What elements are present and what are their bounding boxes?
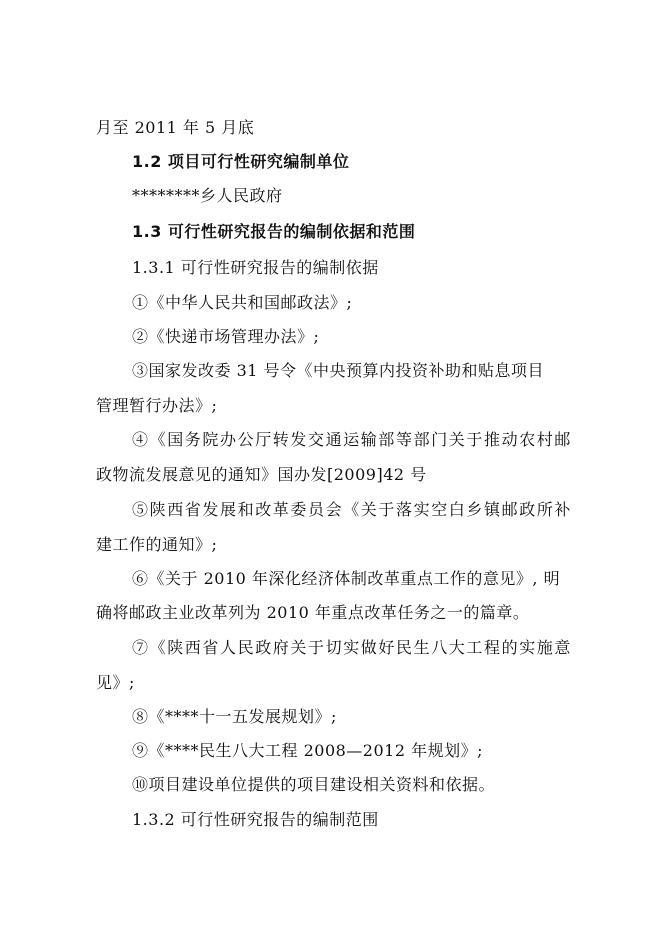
list-item-10: ⑩项目建设单位提供的项目建设相关资料和依据。 xyxy=(132,775,496,794)
list-item-3-cont: 管理暂行办法》; xyxy=(96,396,218,415)
list-item-7-cont: 见》; xyxy=(96,673,135,692)
list-item-9: ⑨《****民生八大工程 2008—2012 年规划》; xyxy=(132,741,484,760)
list-item-4-cont: 政物流发展意见的通知》国办发[2009]42 号 xyxy=(96,465,427,484)
list-item-6: ⑥《关于 2010 年深化经济体制改革重点工作的意见》, 明 xyxy=(132,569,561,588)
subsection-heading-1-3-1: 1.3.1 可行性研究报告的编制依据 xyxy=(132,258,379,277)
list-item-8: ⑧《****十一五发展规划》; xyxy=(132,707,337,726)
section-heading-1-3: 1.3 可行性研究报告的编制依据和范围 xyxy=(132,222,416,241)
list-item-4: ④《国务院办公厅转发交通运输部等部门关于推动农村邮 xyxy=(132,430,573,449)
section-heading-1-2: 1.2 项目可行性研究编制单位 xyxy=(132,152,350,171)
list-item-5: ⑤陕西省发展和改革委员会《关于落实空白乡镇邮政所补 xyxy=(132,500,573,519)
list-item-2: ②《快递市场管理办法》; xyxy=(132,327,320,346)
text-line-unit: ********乡人民政府 xyxy=(132,186,283,205)
subsection-heading-1-3-2: 1.3.2 可行性研究报告的编制范围 xyxy=(132,810,379,829)
list-item-1: ①《中华人民共和国邮政法》; xyxy=(132,293,353,312)
list-item-3: ③国家发改委 31 号令《中央预算内投资补助和贴息项目 xyxy=(132,361,545,380)
list-item-6-cont: 确将邮政主业改革列为 2010 年重点改革任务之一的篇章。 xyxy=(96,603,530,622)
list-item-5-cont: 建工作的通知》; xyxy=(96,535,218,554)
list-item-7: ⑦《陕西省人民政府关于切实做好民生八大工程的实施意 xyxy=(132,638,573,657)
text-line-period: 月至 2011 年 5 月底 xyxy=(96,118,255,137)
